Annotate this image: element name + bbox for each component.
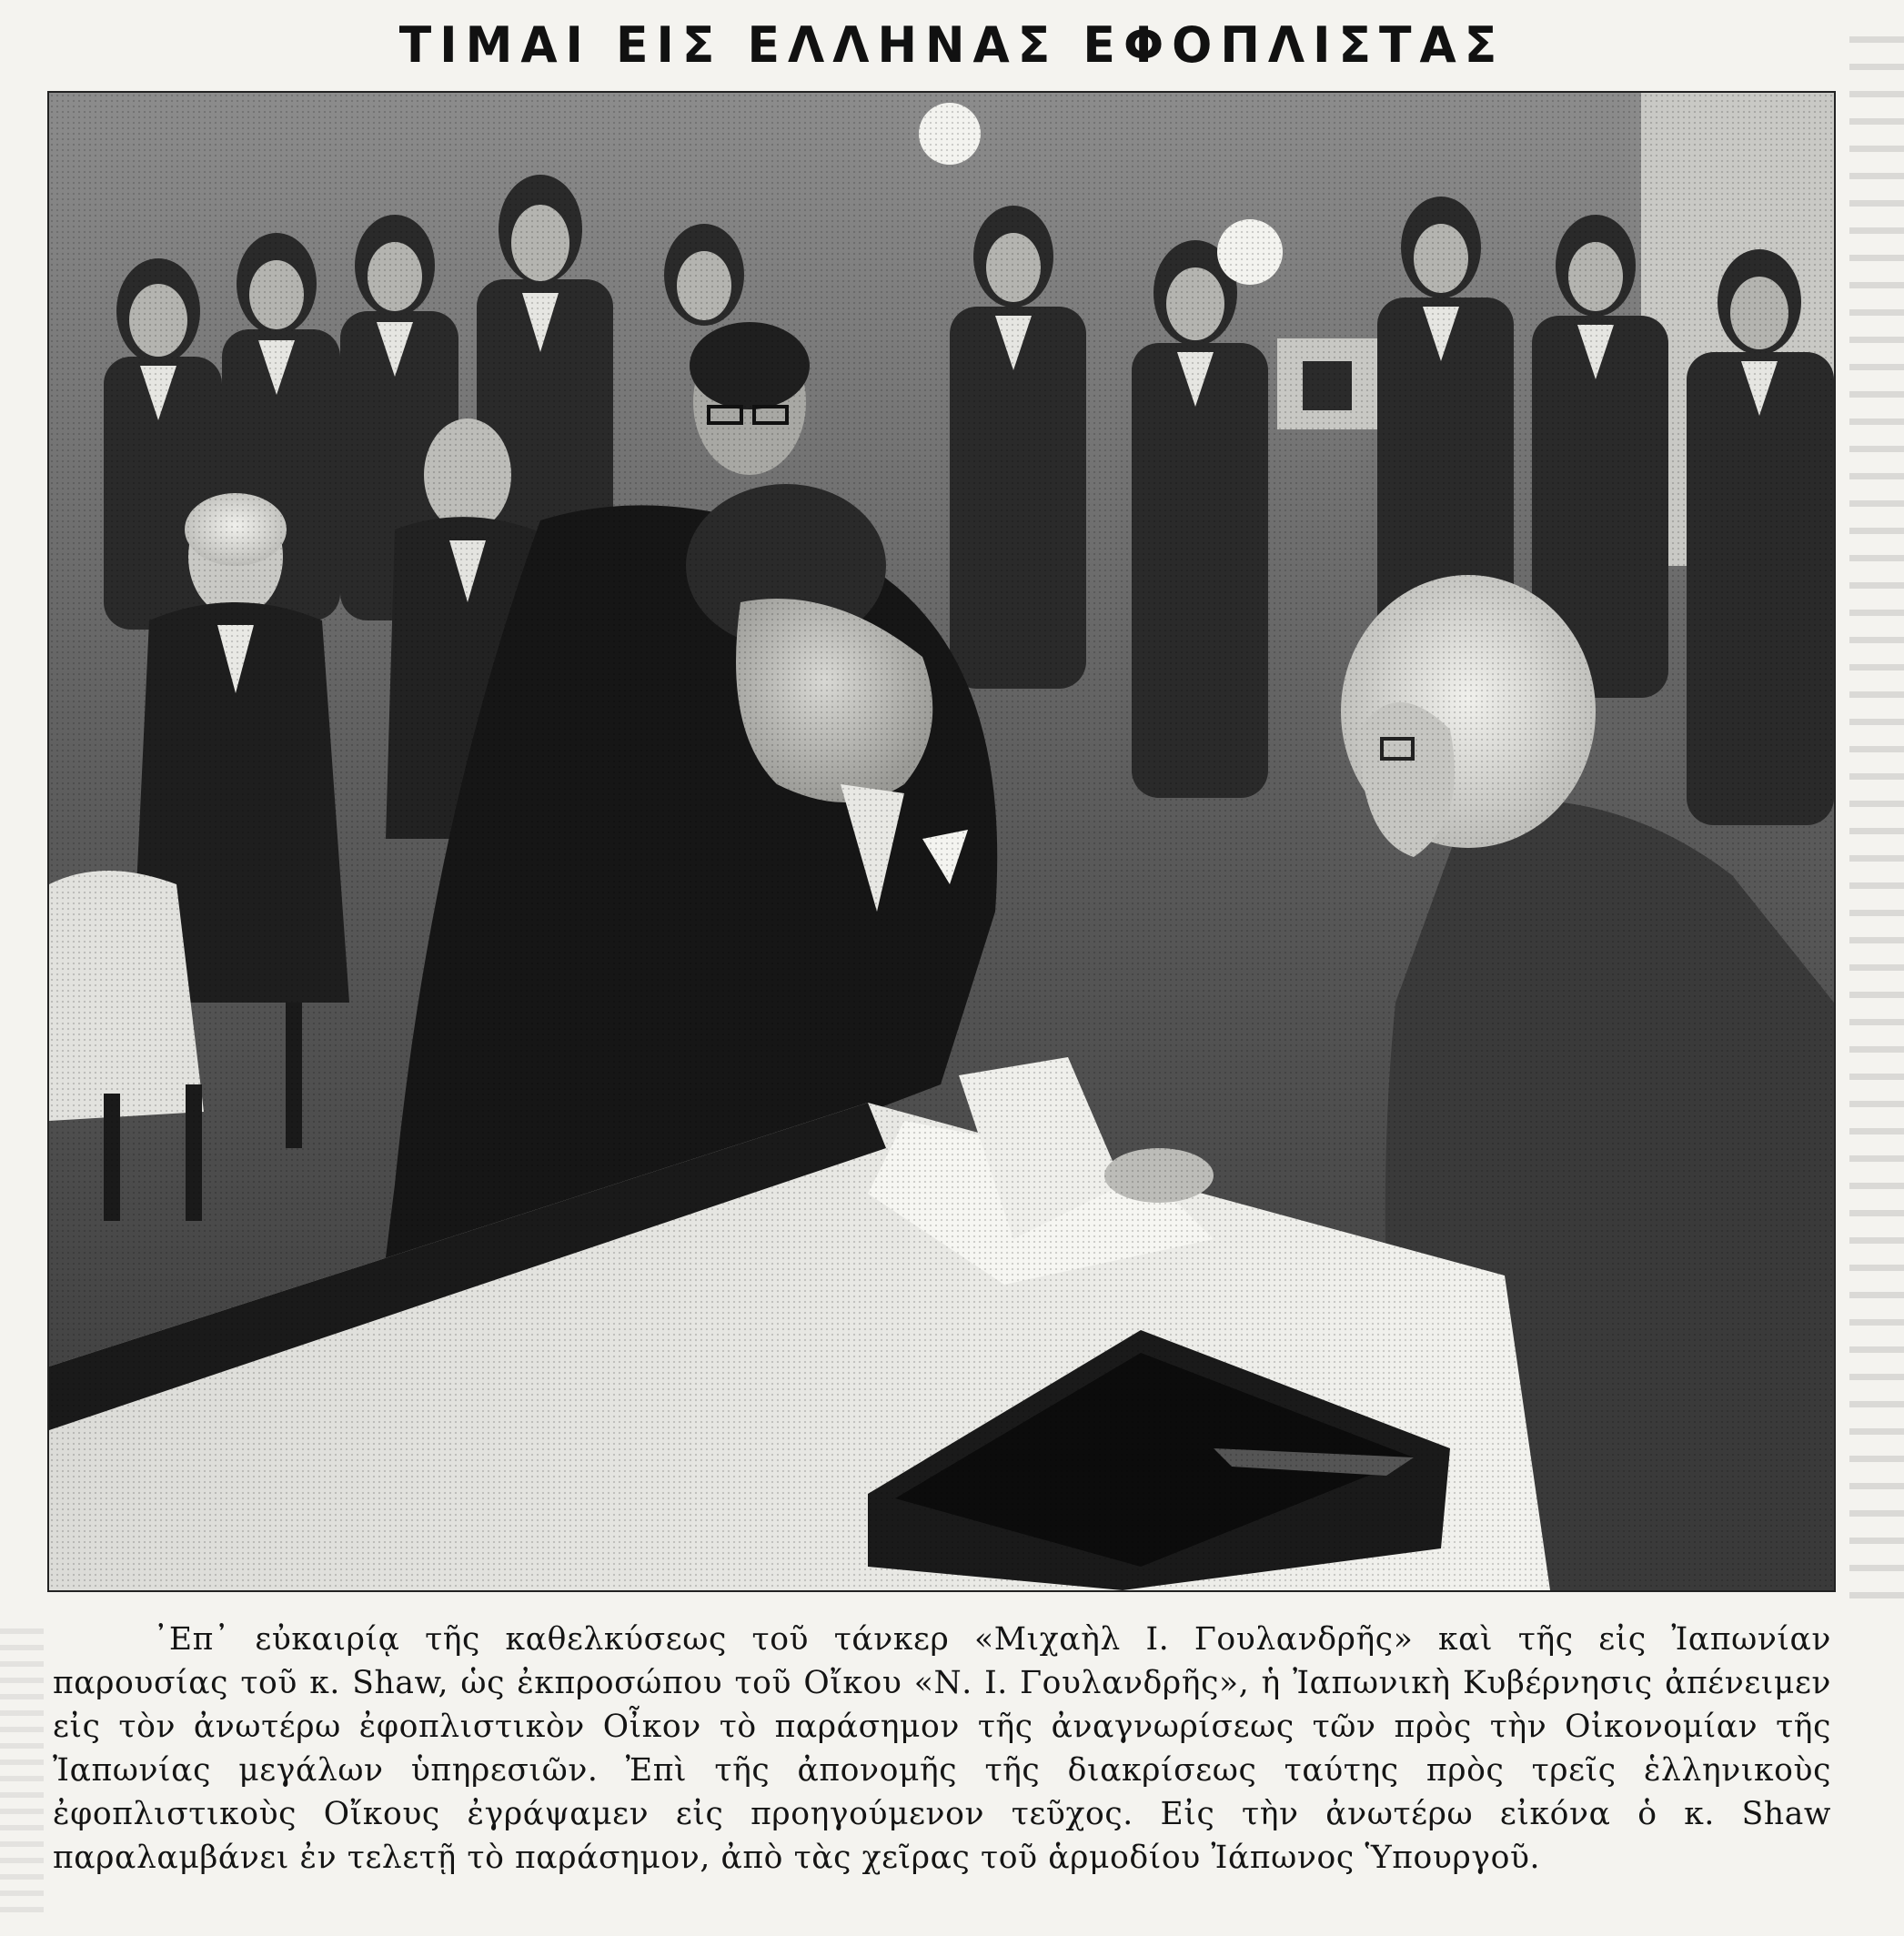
photo-caption (53, 1618, 1831, 1880)
headline: ΤΙΜΑΙ ΕΙΣ ΕΛΛΗΝΑΣ ΕΦΟΠΛΙΣΤΑΣ (398, 16, 1506, 75)
bleed-through-right (1849, 36, 1904, 1619)
caption-text: ᾿Επ᾿ εὐκαιρίᾳ τῆς καθελκύσεως τοῦ τάνκερ «Μιχαὴλ Ι. Γουλανδρῆς» καὶ τῆς εἰς Ἰαπωνίαν παρουσίας τοῦ κ. Shaw, ὡς ἐκπροσώπου τοῦ Οἴκου «Ν. Ι. Γουλανδρῆς», ἡ Ἰαπωνικὴ Κυβέρνησις ἀπένειμεν εἰς τὸν ἀνωτέρω ἐφοπλιστικὸν Οἶκον τὸ παράσημον τῆς ἀναγνωρίσεως τῶν πρὸς τὴν Οἰκονομίαν τῆς Ἰαπωνίας μεγάλων ὑπηρεσιῶν. Ἐπὶ τῆς ἀπονομῆς τῆς διακρίσεως ταύτης πρὸς τρεῖς ἑλληνικοὺς ἐφοπλιστικοὺς Οἴκους ἐγράψαμεν εἰς προηγούμενον τεῦχος. Εἰς τὴν ἀνωτέρω εἰκόνα ὁ κ. Shaw παραλαμβάνει ἐν τελετῇ τὸ παράσημον, ἀπὸ τὰς χεῖρας τοῦ ἁρμοδίου Ἰάπωνος Ὑπουργοῦ. (53, 1621, 1831, 1876)
bleed-through-left (0, 1628, 44, 1920)
ceremony-photograph (47, 91, 1836, 1592)
